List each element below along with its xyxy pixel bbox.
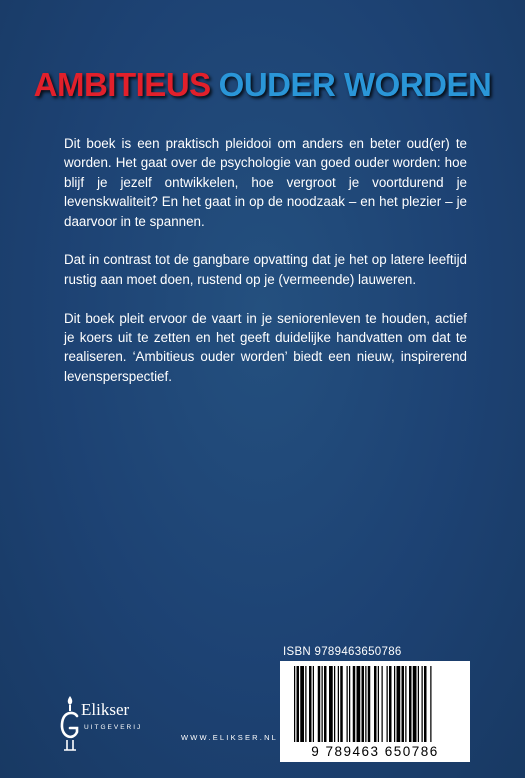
publisher-name: Elikser [81,700,130,719]
title-part-ambitieus: AMBITIEUS [33,66,211,103]
blurb-paragraph-3: Dit boek pleit ervoor de vaart in je seniorenleven te houden, actief je koers uit te zetten en het geeft duidelijke handvatten om dat te realiseren. ‘Ambitieus ouder worden’ biedt een nieuw, inspirerend levensperspectief. [64,310,467,384]
isbn-barcode [280,661,470,762]
blurb-paragraph-1: Dit boek is een praktisch pleidooi om anders en beter oud(er) te worden. Het gaat over de psychologie van goed ouder worden: hoe blijf je jezelf ontwikkelen, hoe vergroot je voortdurend je levenskwaliteit? En het gaat in op de noodzaak – en het plezier – je daarvoor in te spannen. [64,136,467,229]
publisher-website: WWW.ELIKSER.NL [181,733,279,742]
publisher-logo [58,694,168,754]
book-title [0,66,525,104]
blurb-paragraph-2: Dat in contrast tot de gangbare opvatting dat je het op latere leeftijd rustig aan moet doen, rustend op je (vermeende) lauweren. [64,252,467,287]
blurb-text [64,134,467,406]
elikser-logo-icon [58,694,82,752]
title-part-ouder-worden: OUDER WORDEN [218,66,492,103]
publisher-subtitle: UITGEVERIJ [84,724,143,731]
barcode-digits: 9 789463 650786 [311,744,439,759]
isbn-label: ISBN 9789463650786 [283,646,402,658]
